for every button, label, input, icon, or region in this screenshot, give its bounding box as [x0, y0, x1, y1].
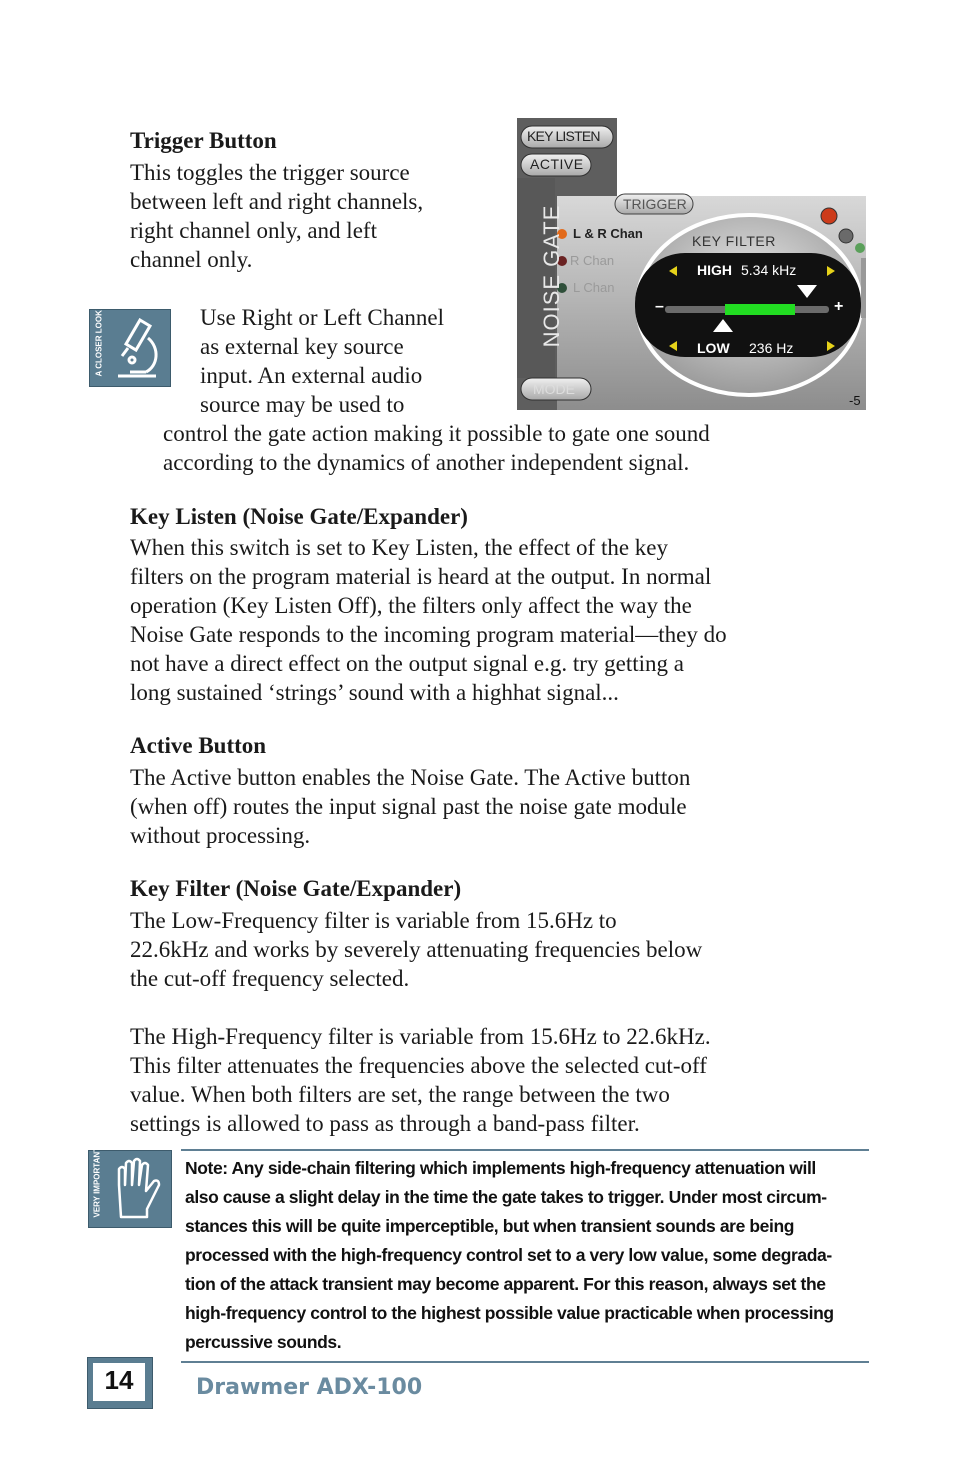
lr-chan-option[interactable]: L & R Chan: [573, 226, 643, 241]
text-line: The Low-Frequency filter is variable from 15.6Hz to: [130, 908, 617, 933]
text-line: the cut-off frequency selected.: [130, 966, 410, 991]
trigger-text: [130, 158, 423, 274]
l-chan-option[interactable]: L Chan: [573, 280, 615, 295]
minus-button[interactable]: –: [655, 298, 664, 315]
low-value[interactable]: 236 Hz: [749, 340, 794, 356]
key-filter-label: KEY FILTER: [692, 233, 776, 249]
mode-button[interactable]: MODE: [533, 381, 575, 397]
text-line: When this switch is set to Key Listen, the effect of the key: [130, 535, 669, 560]
text-line: processed with the high-frequency control set to a very low value, some degrada-: [185, 1245, 832, 1265]
closer-look-text-1: [200, 303, 444, 419]
trigger-heading: Trigger Button: [130, 128, 277, 153]
active-text: [130, 763, 690, 850]
trigger-button[interactable]: TRIGGER: [623, 196, 687, 212]
text-line: right channel only, and left: [130, 218, 377, 243]
very-important-badge: [88, 1146, 172, 1228]
active-button[interactable]: ACTIVE: [530, 156, 584, 172]
footer-product: Drawmer ADX-100: [196, 1375, 423, 1400]
note-text: [185, 1154, 834, 1357]
hand-icon: [109, 1155, 167, 1223]
microscope-icon: [110, 314, 166, 382]
closer-look-text-2: [163, 419, 710, 477]
text-line: channel only.: [130, 247, 253, 272]
page-number-box: [87, 1357, 153, 1409]
text-line: settings is allowed to pass as through a band-pass filter.: [130, 1111, 640, 1136]
text-line: Noise Gate responds to the incoming program material—they do: [130, 622, 727, 647]
text-line: without processing.: [130, 823, 311, 848]
text-line: tion of the attack transient may become apparent. For this reason, always set the: [185, 1274, 826, 1294]
text-line: Note: Any side-chain filtering which implements high-frequency attenuation will: [185, 1158, 816, 1178]
text-line: value. When both filters are set, the range between the two: [130, 1082, 670, 1107]
text-line: This filter attenuates the frequencies above the selected cut-off: [130, 1053, 707, 1078]
text-line: high-frequency control to the highest possible value practicable when processing: [185, 1303, 834, 1323]
text-line: 22.6kHz and works by severely attenuating frequencies below: [130, 937, 703, 962]
text-line: control the gate action making it possible to gate one sound: [163, 421, 710, 446]
key-filter-heading: Key Filter (Noise Gate/Expander): [130, 876, 462, 901]
text-line: (when off) routes the input signal past the noise gate module: [130, 794, 687, 819]
text-line: not have a direct effect on the output signal e.g. try getting a: [130, 651, 684, 676]
key-listen-button[interactable]: KEY LISTEN: [527, 128, 600, 144]
active-heading: Active Button: [130, 733, 267, 758]
text-line: input. An external audio: [200, 363, 423, 388]
text-line: source may be used to: [200, 392, 405, 417]
text-line: stances this will be quite imperceptible, but when transient sounds are being: [185, 1216, 795, 1236]
noise-gate-panel: [517, 118, 866, 410]
text-line: also cause a slight delay in the time the gate takes to trigger. Under most circum-: [185, 1187, 827, 1207]
text-line: according to the dynamics of another independent signal.: [163, 450, 690, 475]
note-top-rule: [181, 1149, 869, 1151]
text-line: long sustained ‘strings’ sound with a highhat signal...: [130, 680, 619, 705]
key-filter-text-2: [130, 1022, 711, 1138]
text-line: The Active button enables the Noise Gate. The Active button: [130, 765, 691, 790]
text-line: This toggles the trigger source: [130, 160, 410, 185]
text-line: The High-Frequency filter is variable from 15.6Hz to 22.6kHz.: [130, 1024, 711, 1049]
high-label: HIGH: [697, 262, 732, 278]
very-important-label: VERY IMPORTANT: [92, 1146, 102, 1218]
noise-gate-label: NOISE GATE: [539, 204, 564, 348]
text-line: between left and right channels,: [130, 189, 424, 214]
edge-value: -5: [849, 393, 861, 408]
text-line: filters on the program material is heard at the output. In normal: [130, 564, 712, 589]
text-line: operation (Key Listen Off), the filters only affect the way the: [130, 593, 692, 618]
r-chan-option[interactable]: R Chan: [570, 253, 615, 268]
closer-look-badge: [89, 309, 171, 387]
note-bottom-rule: [181, 1361, 869, 1363]
key-listen-text: [130, 533, 727, 707]
closer-look-label: A CLOSER LOOK: [94, 310, 104, 377]
page-number: 14: [104, 1365, 134, 1395]
text-line: as external key source: [200, 334, 404, 359]
text-line: percussive sounds.: [185, 1332, 342, 1352]
key-filter-text-1: [130, 906, 702, 993]
plus-button[interactable]: +: [834, 298, 844, 315]
low-label: LOW: [697, 340, 730, 356]
high-value[interactable]: 5.34 kHz: [741, 262, 797, 278]
key-listen-heading: Key Listen (Noise Gate/Expander): [130, 504, 468, 529]
text-line: Use Right or Left Channel: [200, 305, 445, 330]
